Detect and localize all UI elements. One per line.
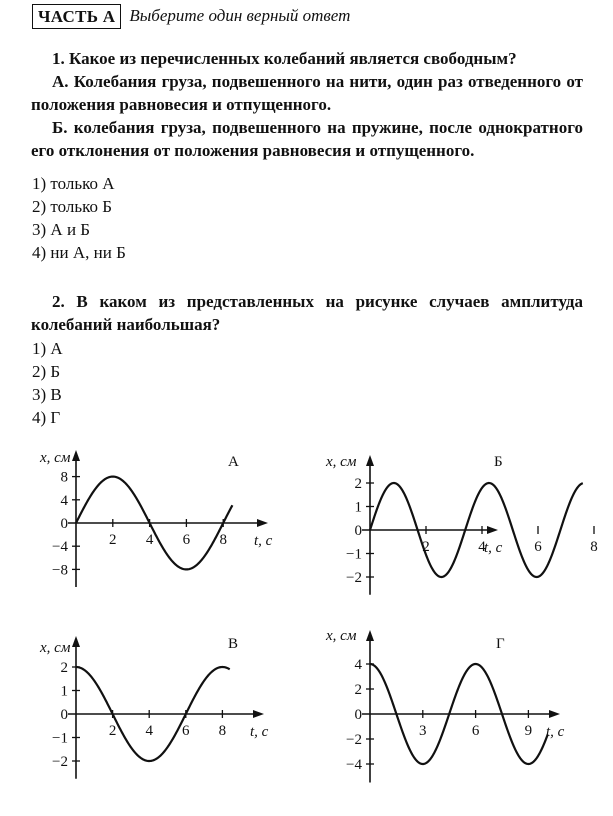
part-label: ЧАСТЬ А bbox=[32, 4, 121, 29]
oscillation-curve bbox=[76, 667, 230, 761]
question-1-option[interactable]: 4) ни А, ни Б bbox=[32, 243, 126, 262]
chart-title: В bbox=[228, 636, 239, 652]
y-tick-label: 1 bbox=[60, 683, 68, 700]
part-header bbox=[32, 3, 350, 29]
question-1-statement-a: А. Колебания груза, подвешенного на нити, один раз отведенного от положения равновесия и отпущенного. bbox=[31, 72, 583, 114]
y-axis-label: x, см bbox=[40, 450, 71, 466]
y-tick-label: 0 bbox=[354, 523, 362, 539]
y-tick-label: −2 bbox=[52, 754, 68, 770]
y-axis-arrow bbox=[72, 636, 80, 647]
y-tick-label: 0 bbox=[354, 707, 362, 723]
part-instruction: Выберите один верный ответ bbox=[129, 6, 351, 25]
question-1-text: 1. Какое из перечисленных колебаний является свободным? bbox=[52, 49, 517, 68]
x-axis-arrow bbox=[253, 710, 264, 718]
y-tick-label: −8 bbox=[52, 562, 68, 579]
y-axis-label: x, см bbox=[326, 454, 357, 470]
chart-3 bbox=[39, 636, 269, 779]
x-axis-arrow bbox=[257, 519, 268, 527]
y-axis-arrow bbox=[72, 450, 80, 461]
x-axis-arrow bbox=[487, 526, 498, 534]
y-tick-label: −2 bbox=[346, 570, 362, 586]
x-tick-label: 6 bbox=[471, 723, 480, 739]
y-axis-arrow bbox=[366, 630, 374, 641]
y-axis-label: x, см bbox=[326, 628, 357, 644]
oscillation-curve bbox=[370, 664, 548, 764]
x-tick-label: 8 bbox=[590, 539, 598, 555]
x-tick-label: 3 bbox=[419, 723, 427, 739]
question-2-option[interactable]: 4) Г bbox=[32, 408, 61, 427]
question-1 bbox=[31, 47, 583, 162]
y-tick-label: 4 bbox=[354, 657, 362, 673]
x-tick-label: 4 bbox=[478, 539, 486, 555]
oscillation-curve bbox=[370, 483, 583, 577]
question-2-option[interactable]: 3) В bbox=[32, 385, 62, 404]
y-axis-label: x, см bbox=[40, 640, 71, 656]
question-2-option[interactable]: 1) А bbox=[32, 339, 63, 358]
x-tick-label: 4 bbox=[145, 723, 153, 739]
chart-1 bbox=[39, 450, 273, 587]
x-tick-label: 6 bbox=[182, 723, 190, 739]
x-tick-label: 8 bbox=[218, 723, 227, 739]
x-axis-label: t, с bbox=[484, 540, 503, 556]
y-axis-arrow bbox=[366, 455, 374, 466]
oscillation-curve bbox=[76, 477, 232, 570]
chart-title: Г bbox=[496, 636, 505, 652]
chart-4 bbox=[325, 628, 565, 783]
y-tick-label: −4 bbox=[346, 757, 362, 773]
question-1-option[interactable]: 3) А и Б bbox=[32, 220, 91, 239]
question-2-text: 2. В каком из представленных на рисунке случаев амплитуда колебаний наибольшая? bbox=[31, 292, 583, 334]
x-tick-label: 6 bbox=[534, 539, 542, 555]
y-tick-label: 8 bbox=[60, 469, 68, 486]
question-2 bbox=[31, 290, 583, 336]
y-tick-label: −4 bbox=[52, 539, 68, 556]
y-tick-label: 2 bbox=[60, 660, 68, 676]
question-2-option[interactable]: 2) Б bbox=[32, 362, 61, 381]
y-tick-label: 0 bbox=[60, 516, 68, 532]
y-tick-label: 2 bbox=[354, 476, 362, 492]
y-tick-label: −2 bbox=[346, 732, 362, 748]
x-tick-label: 6 bbox=[182, 532, 191, 548]
x-axis-label: t, с bbox=[254, 533, 273, 549]
x-tick-label: 2 bbox=[109, 532, 117, 548]
y-tick-label: 0 bbox=[60, 707, 68, 723]
x-tick-label: 8 bbox=[219, 532, 227, 548]
x-axis-label: t, с bbox=[250, 724, 269, 740]
x-axis-label: t, с bbox=[546, 724, 565, 740]
question-1-option[interactable]: 1) только А bbox=[32, 174, 115, 193]
x-axis-arrow bbox=[549, 710, 560, 718]
question-1-statement-b: Б. колебания груза, подвешенного на пружине, после однократного его отклонения от положения равновесия и отпущенного. bbox=[31, 118, 583, 160]
chart-2 bbox=[325, 454, 598, 595]
y-tick-label: −1 bbox=[346, 546, 362, 563]
question-1-option[interactable]: 2) только Б bbox=[32, 197, 113, 216]
chart-title: Б bbox=[494, 454, 503, 470]
chart-title: А bbox=[228, 454, 239, 470]
y-tick-label: 4 bbox=[60, 492, 68, 509]
x-tick-label: 4 bbox=[145, 532, 154, 548]
x-tick-label: 2 bbox=[108, 723, 117, 739]
y-tick-label: −1 bbox=[52, 730, 68, 747]
y-tick-label: 1 bbox=[354, 499, 362, 516]
x-tick-label: 2 bbox=[422, 539, 430, 555]
y-tick-label: 2 bbox=[354, 682, 362, 698]
x-tick-label: 9 bbox=[524, 723, 533, 739]
